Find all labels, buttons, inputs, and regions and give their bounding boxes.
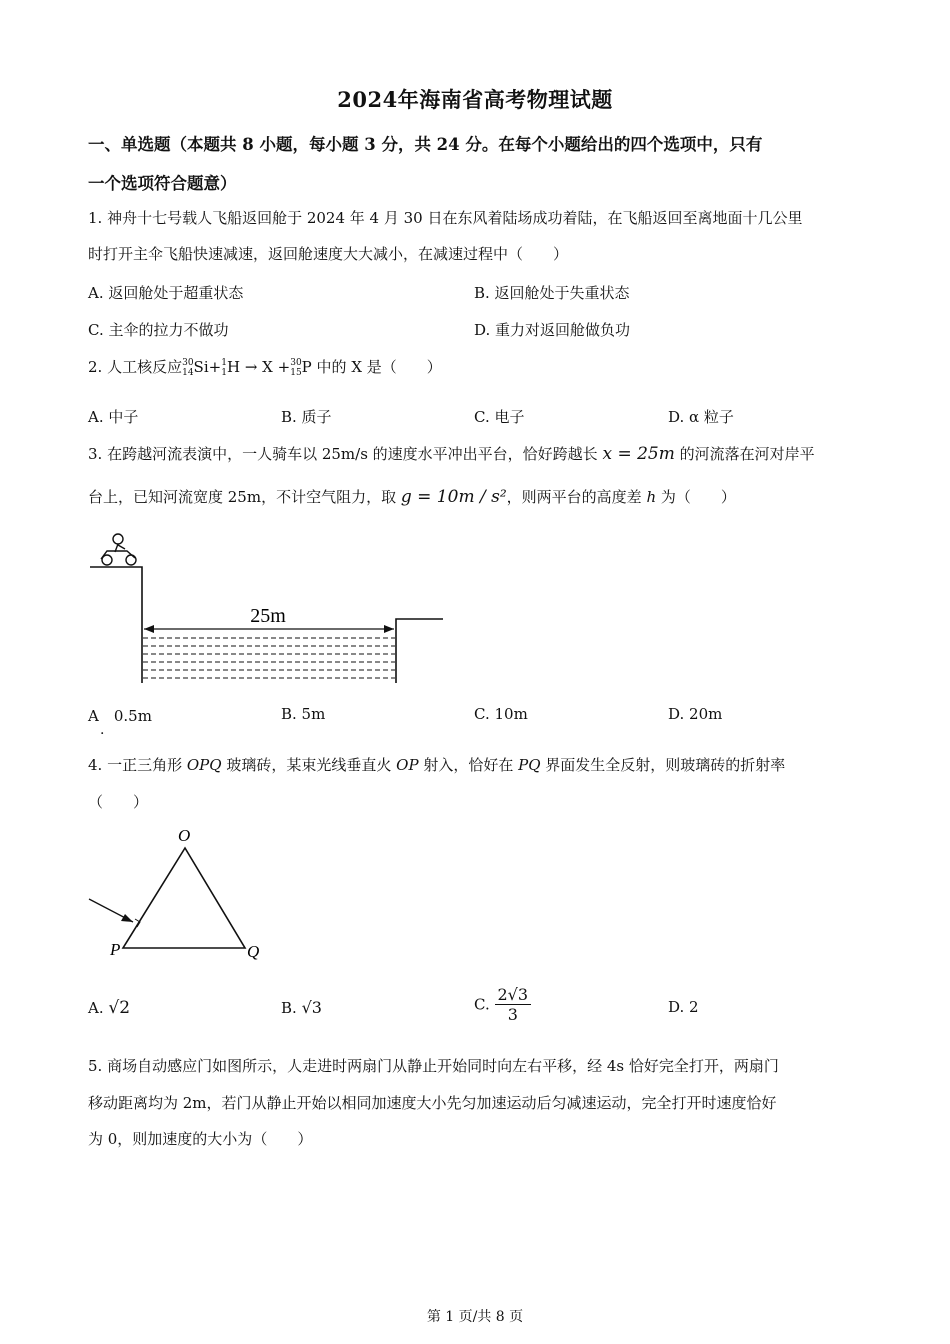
page-footer: 第 1 页/共 8 页 <box>426 1309 524 1325</box>
q3-option-b: B. 5m <box>281 705 326 723</box>
h-variable: h <box>646 488 657 506</box>
arrow: → <box>244 358 258 376</box>
pq-label: PQ <box>518 756 541 774</box>
q4-text-1c: 射入，恰好在 <box>423 756 514 774</box>
motorcycle-rider-icon <box>101 534 136 565</box>
q4-option-a <box>88 998 130 1018</box>
q2-option-c: C. 电子 <box>474 408 525 426</box>
q2-prefix: 2. 人工核反应 <box>88 358 183 376</box>
q3-stem-line1 <box>88 443 815 464</box>
triangle-diagram <box>85 822 275 967</box>
q3-stem-line2 <box>88 486 736 507</box>
q4-a-value: √2 <box>108 998 131 1018</box>
q1-option-c: C. 主伞的拉力不做功 <box>88 321 229 339</box>
vertex-q: Q <box>247 942 260 961</box>
p-nuclide <box>290 358 312 378</box>
q3-option-c: C. 10m <box>474 705 528 723</box>
right-platform <box>396 619 443 683</box>
q4-stem-line2: （ ） <box>88 793 149 811</box>
q4-b-value: √3 <box>301 998 322 1017</box>
op-label: OP <box>396 756 419 774</box>
q3-text-1b: 的河流落在河对岸平 <box>679 445 815 463</box>
h-mass: 1 <box>221 358 227 368</box>
q3-text-2a: 台上，已知河流宽度 25m，不计空气阻力，取 <box>88 488 397 506</box>
q3-text-2b: ，则两平台的高度差 <box>506 488 642 506</box>
q3-option-d: D. 20m <box>668 705 723 723</box>
q2-suffix: 中的 X 是（ ） <box>316 358 442 376</box>
q3-option-a: A 0.5m <box>88 707 152 725</box>
q4-text-1b: 玻璃砖，某束光线垂直火 <box>226 756 392 774</box>
h-number: 1 <box>221 368 227 378</box>
si-symbol: Si <box>193 358 209 376</box>
x-symbol: X <box>262 358 273 376</box>
q1-stem-line2: 时打开主伞飞船快速减速，返回舱速度大大减小，在减速过程中（ ） <box>88 245 569 263</box>
q1-option-d: D. 重力对返回舱做负功 <box>474 321 631 339</box>
q1-option-a: A. 返回舱处于超重状态 <box>88 284 244 302</box>
si-nuclide <box>182 358 209 378</box>
q4-a-label: A. <box>88 999 104 1017</box>
page-title: 2024年海南省高考物理试题 <box>337 87 613 112</box>
q4-option-d: D. 2 <box>668 998 699 1016</box>
q4-option-c <box>474 985 531 1024</box>
q4-c-fraction <box>495 985 532 1024</box>
p-symbol: P <box>301 358 312 376</box>
river-water <box>143 638 395 678</box>
q4-b-label: B. <box>281 999 297 1017</box>
q2-option-b: B. 质子 <box>281 408 332 426</box>
q2-stem <box>88 356 442 378</box>
q4-stem-line1 <box>88 754 785 775</box>
q4-c-numerator: 2√3 <box>495 985 532 1005</box>
q5-stem-line2: 移动距离均为 2m，若门从静止开始以相同加速度大小先匀加速运动后匀减速运动，完全打开时速度恰好 <box>88 1094 777 1112</box>
q4-c-denominator: 3 <box>507 1005 518 1024</box>
q2-option-d: D. α 粒子 <box>668 408 734 426</box>
q2-option-a: A. 中子 <box>88 408 139 426</box>
glass-triangle <box>123 848 245 948</box>
left-platform <box>90 567 142 683</box>
si-number: 14 <box>182 368 194 378</box>
river-diagram <box>85 525 455 690</box>
vertex-p: P <box>110 940 121 959</box>
q3-text-2c: 为（ ） <box>660 488 736 506</box>
q4-option-b <box>281 998 322 1017</box>
q5-stem-line3: 为 0，则加速度的大小为（ ） <box>88 1130 313 1148</box>
q4-text-1a: 4. 一正三角形 <box>88 756 183 774</box>
opq-label: OPQ <box>186 756 222 774</box>
q3-text-1a: 3. 在跨越河流表演中，一人骑车以 25m/s 的速度水平冲出平台，恰好跨越长 <box>88 445 598 463</box>
plus-sign: + <box>208 358 222 376</box>
plus-sign-2: + <box>277 358 291 376</box>
section-heading-cont: 一个选项符合题意） <box>88 174 237 193</box>
h-nuclide <box>221 358 240 378</box>
h-symbol: H <box>226 358 241 376</box>
q1-option-b: B. 返回舱处于失重状态 <box>474 284 630 302</box>
q5-stem-line1: 5. 商场自动感应门如图所示，人走进时两扇门从静止开始同时向左右平移，经 4s 恰好完全打开，两扇门 <box>88 1057 779 1075</box>
q4-c-label: C. <box>474 995 490 1014</box>
width-label: 25m <box>250 605 286 627</box>
g-equation: g = 10m / s² <box>400 487 507 507</box>
q1-stem-line1: 1. 神舟十七号载人飞船返回舱于 2024 年 4 月 30 日在东风着陆场成功着陆，在飞船返回至离地面十几公里 <box>88 209 803 227</box>
x-equation: x = 25m <box>602 444 675 464</box>
p-number: 15 <box>290 368 302 378</box>
stray-dot: · <box>100 726 105 742</box>
q4-text-1d: 界面发生全反射，则玻璃砖的折射率 <box>545 756 786 774</box>
p-mass: 30 <box>290 358 302 368</box>
section-heading: 一、单选题（本题共 8 小题，每小题 3 分，共 24 分。在每个小题给出的四个选项中，只有 <box>88 135 763 154</box>
vertex-o: O <box>178 826 191 845</box>
si-mass: 30 <box>182 358 194 368</box>
